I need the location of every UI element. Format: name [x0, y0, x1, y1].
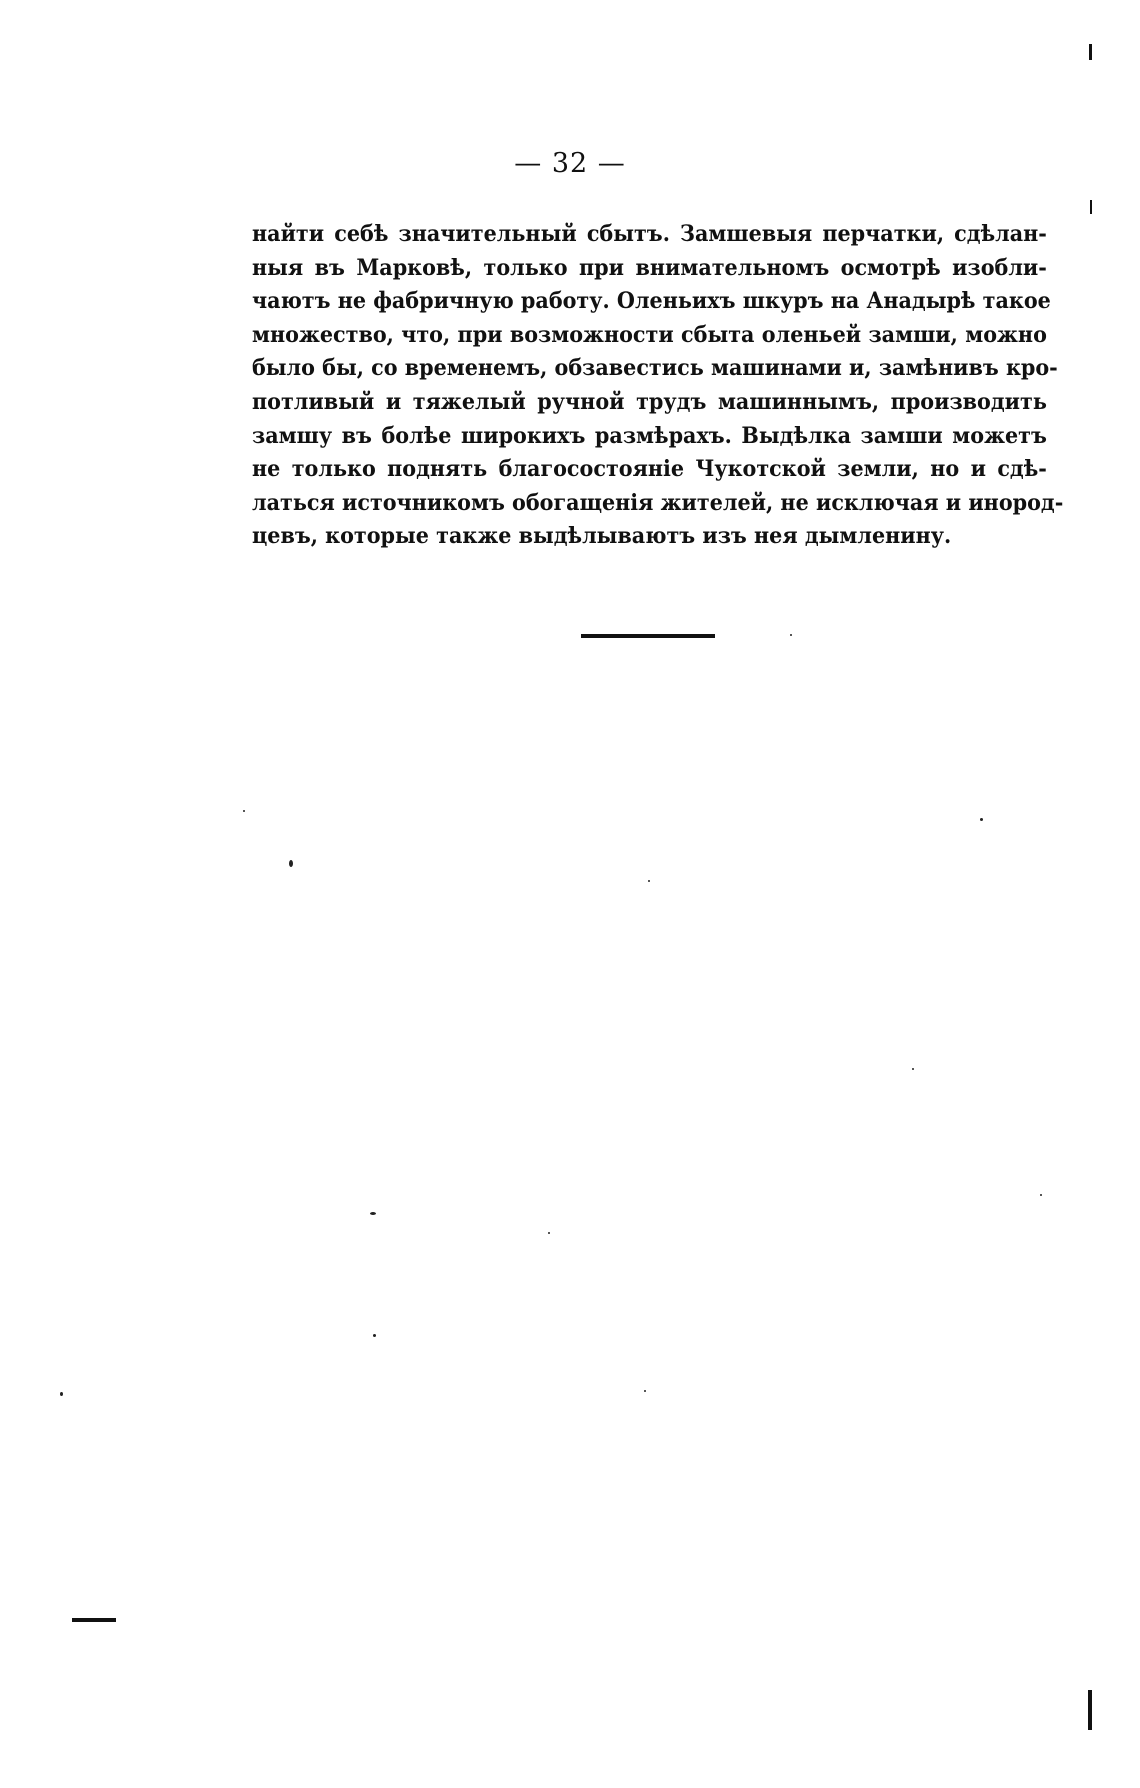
- scan-edge-mark: [1089, 44, 1092, 60]
- scan-speck: [790, 634, 792, 636]
- scan-speck: [912, 1068, 914, 1070]
- page-number: — 32 —: [514, 148, 626, 179]
- scan-speck: [1040, 1194, 1042, 1196]
- text-line: потливый и тяжелый ручной трудъ машиннымъ, производить: [252, 388, 1047, 415]
- text-line: замшу въ болѣе широкихъ размѣрахъ. Выдѣлка замши можетъ: [252, 422, 1047, 449]
- scan-speck: [370, 1212, 376, 1215]
- scan-speck: [60, 1392, 63, 1396]
- scan-speck: [289, 860, 293, 867]
- text-line: найти себѣ значительный сбытъ. Замшевыя перчатки, сдѣлан-: [252, 221, 1047, 247]
- scan-edge-mark: [1090, 200, 1092, 214]
- scan-speck: [980, 818, 983, 821]
- scan-speck: [644, 1390, 646, 1392]
- text-line: цевъ, которые также выдѣлываютъ изъ нея дымленину.: [252, 523, 952, 550]
- scan-edge-mark: [72, 1618, 116, 1622]
- scan-speck: [373, 1334, 376, 1337]
- text-line: было бы, со временемъ, обзавестись машинами и, замѣнивъ кро-: [252, 355, 1058, 382]
- text-line: латься источникомъ обогащенія жителей, не исключая и инород-: [252, 489, 1064, 516]
- scan-speck: [648, 880, 650, 882]
- scan-edge-mark: [1088, 1690, 1092, 1730]
- text-line: ныя въ Марковѣ, только при внимательномъ осмотрѣ изобли-: [252, 254, 1047, 281]
- section-divider-rule: [581, 634, 715, 638]
- text-line: не только поднять благосостояніе Чукотской земли, но и сдѣ-: [252, 456, 1047, 483]
- text-line: множество, что, при возможности сбыта оленьей замши, можно: [252, 321, 1047, 348]
- text-line: чаютъ не фабричную работу. Оленьихъ шкуръ на Анадырѣ такое: [252, 288, 1051, 315]
- scan-speck: [243, 810, 245, 812]
- scan-speck: [548, 1232, 550, 1234]
- body-paragraph: [252, 218, 1064, 554]
